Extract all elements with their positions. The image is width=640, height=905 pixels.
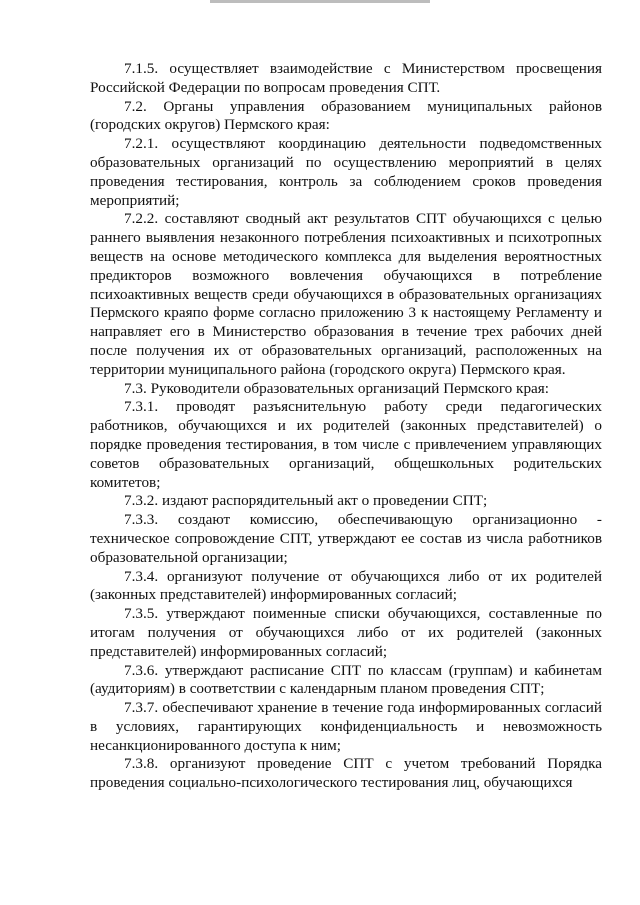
paragraph-7-3-3: 7.3.3. создают комиссию, обеспечивающую организационно - техническое сопровождение СПТ, утверждают ее состав из числа работников образовательной организации;	[90, 511, 602, 566]
paragraph-7-3-1: 7.3.1. проводят разъяснительную работу среди педагогических работников, обучающихся и их родителей (законных представителей) о порядке проведения тестирования, в том числе с привлечением управляющих советов образовательных организаций, общешкольных родительских комитетов;	[90, 398, 602, 491]
paragraph-7-3-7: 7.3.7. обеспечивают хранение в течение года информированных согласий в условиях, гарантирующих конфиденциальность и невозможность несанкционированного доступа к ним;	[90, 699, 602, 754]
paragraph-7-2: 7.2. Органы управления образованием муниципальных районов (городских округов) Пермского края:	[90, 97, 602, 134]
paragraph-7-2-2: 7.2.2. составляют сводный акт результатов СПТ обучающихся с целью раннего выявления незаконного потребления психоактивных и психотропных веществ на основе методического комплекса для выделения вероятностных предикторов возможного вовлечения обучающихся в потребление психоактивных веществ среди обучающихся в образовательных организациях Пермского краяпо форме согласно приложению 3 к настоящему Регламенту и направляет его в Министерство образования в течение трех рабочих дней после получения их от образовательных организаций, расположенных на территории муниципального района (городского округа) Пермского края.	[90, 210, 602, 378]
scan-edge-mark	[210, 0, 430, 3]
paragraph-7-3-8: 7.3.8. организуют проведение СПТ с учетом требований Порядка проведения социально-психологического тестирования лиц, обучающихся	[90, 755, 602, 792]
paragraph-7-3-5: 7.3.5. утверждают поименные списки обучающихся, составленные по итогам получения от обучающихся либо от их родителей (законных представителей) информированных согласий;	[90, 605, 602, 660]
paragraph-7-1-5: 7.1.5. осуществляет взаимодействие с Министерством просвещения Российской Федерации по вопросам проведения СПТ.	[90, 60, 602, 96]
paragraph-7-3-6: 7.3.6. утверждают расписание СПТ по классам (группам) и кабинетам (аудиториям) в соответствии с календарным планом проведения СПТ;	[90, 661, 602, 698]
paragraph-7-2-1: 7.2.1. осуществляют координацию деятельности подведомственных образовательных организаций по осуществлению мероприятий в целях проведения тестирования, контроль за соблюдением сроков проведения мероприятий;	[90, 135, 602, 209]
paragraph-7-3-2: 7.3.2. издают распорядительный акт о проведении СПТ;	[124, 492, 488, 510]
paragraph-7-3: 7.3. Руководители образовательных организаций Пермского края:	[124, 379, 549, 397]
document-body	[90, 60, 602, 793]
paragraph-7-3-4: 7.3.4. организуют получение от обучающихся либо от их родителей (законных представителей) информированных согласий;	[90, 567, 602, 604]
